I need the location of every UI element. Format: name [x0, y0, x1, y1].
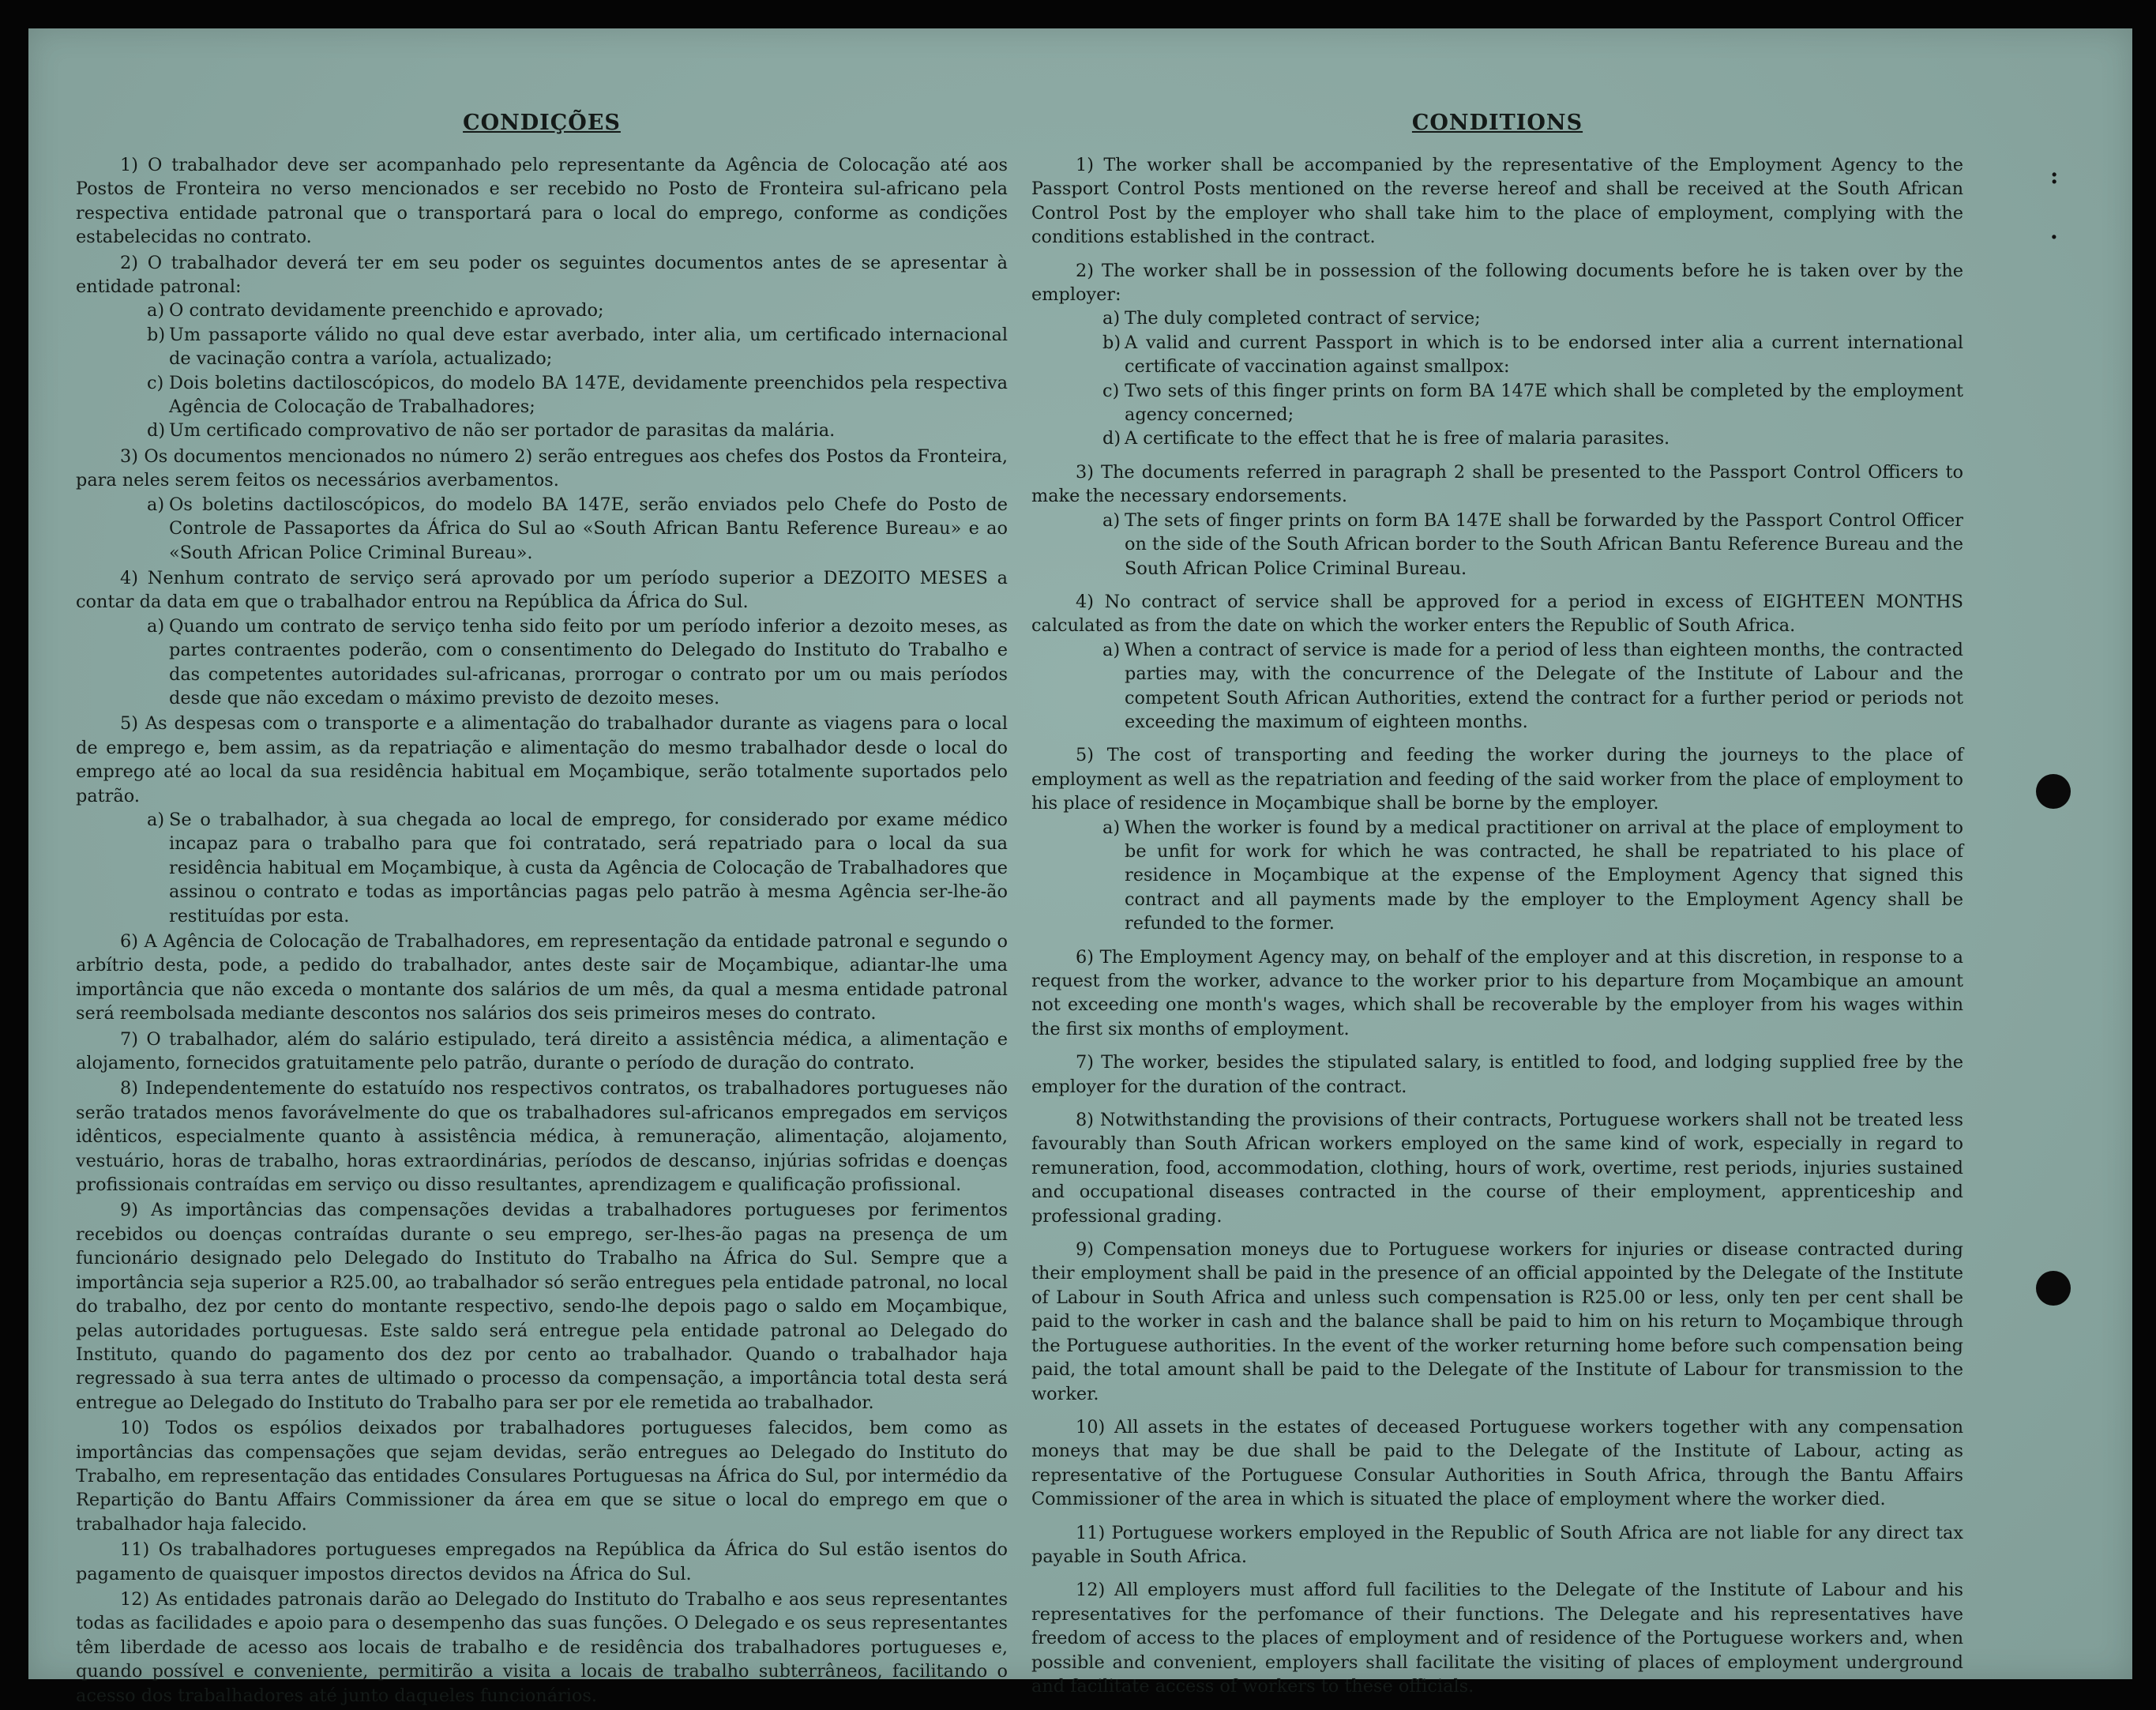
paragraph-gap: [1031, 1406, 1963, 1415]
item-text: A valid and current Passport in which is to be endorsed inter alia a current international certificate of vaccination against smallpox:: [1125, 332, 1963, 378]
item-text: The sets of finger prints on form BA 147E shall be forwarded by the Passport Control Officer on the side of the South African border to the South African Bantu Reference Bureau and the South African Police Criminal Bureau.: [1125, 509, 1963, 579]
item-text: When the worker is found by a medical practitioner on arrival at the place of employment to be unfit for work for which he was contracted, he shall be repatriated to his place of residence in Moçambique at the expense of the Employment Agency that signed this contract and all payments made by the employer to the Employment Agency shall be refunded to the former.: [1125, 817, 1963, 934]
portuguese-condition-2-item: [147, 299, 1008, 322]
item-text: Os boletins dactiloscópicos, do modelo BA 147E, serão enviados pelo Chefe do Posto de Controle de Passaportes da África do Sul ao «South African Bantu Reference Bureau» e ao «South African Police Criminal Bureau».: [169, 494, 1008, 563]
paragraph-gap: [1031, 451, 1963, 460]
item-marker: a): [147, 809, 165, 830]
english-condition-10: 10) All assets in the estates of deceased Portuguese workers together with any compensation moneys that may be due shall be paid to the Delegate of the Institute of Labour, acting as representative of the Portuguese Consular Authorities in South Africa, through the Bantu Affairs Commissioner of the area in which is situated the place of employment where the worker died.: [1031, 1416, 1963, 1510]
portuguese-condition-5: 5) As despesas com o transporte e a alimentação do trabalhador durante as viagens para o local de emprego e, bem assim, as da repatriação e alimentação do mesmo trabalhador desde o local do emprego até ao local da sua residência habitual em Moçambique, serão totalmente suportados pelo patrão.: [76, 713, 1008, 806]
item-marker: a): [147, 300, 165, 321]
portuguese-condition-6: 6) A Agência de Colocação de Trabalhadores, em representação da entidade patronal e segundo o arbítrio desta, pode, a pedido do trabalhador, antes deste sair de Moçambique, adiantar-lhe uma importância que não exceda o montante dos salários de um mês, da qual a mesma entidade patronal será reembolsada mediante descontos nos salários dos seis primeiros meses do contrato.: [76, 931, 1008, 1024]
item-text: O contrato devidamente preenchido e aprovado;: [169, 300, 604, 321]
paragraph-gap: [1031, 1099, 1963, 1108]
paragraph-gap: [1031, 1698, 1963, 1708]
margin-mark-bottom: .: [2050, 218, 2058, 244]
english-condition-2-item: [1102, 306, 1963, 330]
english-condition-1: 1) The worker shall be accompanied by the representative of the Employment Agency to the Passport Control Posts mentioned on the reverse hereof and shall be received at the South African Control Post by the employer who shall take him to the place of employment, complying with the conditions established in the contract.: [1031, 155, 1963, 248]
portuguese-condition-2-item: [147, 419, 1008, 442]
english-condition-2-item: [1102, 427, 1963, 450]
portuguese-condition-5-item: [147, 808, 1008, 928]
english-condition-2-item: [1102, 331, 1963, 379]
punch-hole-top: [2036, 774, 2071, 809]
item-marker: b): [1102, 332, 1121, 353]
paragraph-gap: [1031, 936, 1963, 945]
item-text: Dois boletins dactiloscópicos, do modelo BA 147E, devidamente preenchidos pela respectiva Agência de Colocação de Trabalhadores;: [169, 372, 1008, 418]
item-marker: b): [147, 324, 166, 345]
paragraph-gap: [1031, 250, 1963, 259]
portuguese-condition-8: 8) Independentemente do estatuído nos respectivos contratos, os trabalhadores portugueses não serão tratados menos favorávelmente do que os trabalhadores sul-africanos empregados em serviços idênticos, especialmente quanto à assistência médica, à remuneração, alimentação, alojamento, vestuário, horas de trabalho, horas extraordinárias, períodos de descanso, injúrias sofridas e doenças profissionais contraídas em serviço ou disso resultantes, aprendizagem e qualificação profissional.: [76, 1078, 1008, 1196]
english-condition-3: 3) The documents referred in paragraph 2 shall be presented to the Passport Control Officers to make the necessary endorsements.: [1031, 461, 1963, 507]
item-text: Two sets of this finger prints on form BA 147E which shall be completed by the employment agency concerned;: [1125, 380, 1963, 426]
english-condition-6: 6) The Employment Agency may, on behalf of the employer and at this discretion, in response to a request from the worker, advance to the worker prior to his departure from Moçambique an amount not exceeding one month's wages, which shall be recoverable by the employer from his wages within the first six months of employment.: [1031, 946, 1963, 1039]
paragraph-gap: [1031, 1569, 1963, 1578]
english-condition-2-item: [1102, 379, 1963, 427]
english-condition-5-item: [1102, 816, 1963, 936]
item-text: Um certificado comprovativo de não ser portador de parasitas da malária.: [169, 420, 836, 442]
english-conditions-list: [1031, 153, 1963, 1708]
item-marker: a): [1102, 308, 1121, 329]
english-condition-2: 2) The worker shall be in possession of the following documents before he is taken over by the employer:: [1031, 260, 1963, 306]
item-text: The duly completed contract of service;: [1125, 308, 1481, 329]
portuguese-condition-1: 1) O trabalhador deve ser acompanhado pelo representante da Agência de Colocação até aos Postos de Fronteira no verso mencionados e ser recebido no Posto de Fronteira sul-africano pela respectiva entidade patronal que o transportará para o local do emprego, conforme as condições estabelecidas no contrato.: [76, 155, 1008, 248]
portuguese-condition-10: 10) Todos os espólios deixados por trabalhadores portugueses falecidos, bem como as importâncias das compensações que sejam devidas, serão entregues ao Delegado do Instituto do Trabalho, em representação das entidades Consulares Portuguesas na África do Sul, por intermédio da Repartição do Bantu Affairs Commissioner da área em que se situe o local do emprego em que o trabalhador haja falecido.: [76, 1418, 1008, 1535]
english-condition-8: 8) Notwithstanding the provisions of their contracts, Portuguese workers shall not be treated less favourably than South African workers employed on the same kind of work, especially in regard to remuneration, food, accommodation, clothing, hours of work, overtime, rest periods, injuries sustained and occupational diseases contracted in the course of their employment, apprenticeship and professional grading.: [1031, 1110, 1963, 1227]
english-condition-9: 9) Compensation moneys due to Portuguese workers for injuries or disease contracted during their employment shall be paid in the presence of an official appointed by the Delegate of the Institute of Labour in South Africa and unless such compensation is R25.00 or less, only ten per cent shall be paid to the worker in cash and the balance shall be paid to him on his return to Moçambique through the Portuguese authorities. In the event of the worker returning home before such compensation being paid, the total amount shall be paid to the Delegate of the Institute of Labour for transmission to the worker.: [1031, 1239, 1963, 1404]
paragraph-gap: [76, 1708, 1008, 1709]
item-marker: a): [1102, 817, 1121, 838]
paragraph-gap: [1031, 1512, 1963, 1521]
portuguese-column: [76, 107, 1008, 1709]
english-condition-3-item: [1102, 509, 1963, 581]
english-condition-4: 4) No contract of service shall be approved for a period in excess of EIGHTEEN MONTHS calculated as from the date on which the worker enters the Republic of South Africa.: [1031, 591, 1963, 637]
margin-mark-top: :: [2050, 163, 2059, 189]
english-condition-4-item: [1102, 638, 1963, 735]
item-text: Se o trabalhador, à sua chegada ao local de emprego, for considerado por exame médico incapaz para o trabalho para que foi contratado, será repatriado para o local da sua residência habitual em Moçambique, à custa da Agência de Colocação de Trabalhadores que assinou o contrato e todas as importâncias pagas pelo patrão à mesma Agência ser-lhe-ão restituídas por esta.: [169, 809, 1008, 926]
english-condition-5: 5) The cost of transporting and feeding the worker during the journeys to the place of employment as well as the repatriation and feeding of the said worker from the place of employment to his place of residence in Moçambique shall be borne by the employer.: [1031, 745, 1963, 814]
item-text: Um passaporte válido no qual deve estar averbado, inter alia, um certificado internacional de vacinação contra a varíola, actualizado;: [169, 324, 1008, 370]
english-condition-12: 12) All employers must afford full facilities to the Delegate of the Institute of Labour and his representatives for the perfomance of their functions. The Delegate and his representatives have freedom of access to the places of employment and of residence of the Portuguese workers and, when possible and convenient, employers shall facilitate the visiting of places of employment underground and facilitate access of workers to these officials.: [1031, 1580, 1963, 1697]
paragraph-gap: [1031, 1041, 1963, 1050]
item-marker: a): [147, 494, 165, 515]
item-marker: c): [1102, 380, 1120, 401]
paragraph-gap: [1031, 581, 1963, 590]
portuguese-condition-2-item: [147, 323, 1008, 371]
portuguese-condition-4-item: [147, 614, 1008, 711]
english-heading: CONDITIONS: [1411, 111, 1583, 135]
item-marker: a): [147, 615, 165, 637]
english-condition-11: 11) Portuguese workers employed in the Republic of South Africa are not liable for any direct tax payable in South Africa.: [1031, 1522, 1963, 1567]
paragraph-gap: [1031, 1228, 1963, 1238]
portuguese-condition-4: 4) Nenhum contrato de serviço será aprovado por um período superior a DEZOITO MESES a contar da data em que o trabalhador entrou na República da África do Sul.: [76, 567, 1008, 613]
portuguese-condition-2-item: [147, 371, 1008, 419]
item-marker: a): [1102, 509, 1121, 531]
punch-hole-bottom: [2036, 1271, 2071, 1306]
document-sheet: [28, 28, 2132, 1706]
item-marker: d): [147, 420, 166, 442]
item-marker: a): [1102, 639, 1121, 660]
item-text: Quando um contrato de serviço tenha sido feito por um período inferior a dezoito meses, as partes contraentes poderão, com o consentimento do Delegado do Instituto do Trabalho e das competentes autoridades sul-africanas, prorrogar o contrato por um ou mais períodos desde que não excedam o máximo previsto de dezoito meses.: [169, 615, 1008, 708]
portuguese-condition-12: 12) As entidades patronais darão ao Delegado do Instituto do Trabalho e aos seus representantes todas as facilidades e apoio para o desempenho das suas funções. O Delegado e os seus representantes têm liberdade de acesso aos locais de trabalho e de residência dos trabalhadores portugueses e, quando possível e conveniente, permitirão a visita a locais de trabalho subterrâneos, facilitando o acesso dos trabalhadores até junto daqueles funcionários.: [76, 1588, 1008, 1706]
item-text: When a contract of service is made for a period of less than eighteen months, the contracted parties may, with the concurrence of the Delegate of the Institute of Labour and the competent South African Authorities, extend the contract for a further period or periods not exceeding the maximum of eighteen months.: [1125, 639, 1963, 732]
portuguese-conditions-list: [76, 153, 1008, 1709]
portuguese-condition-7: 7) O trabalhador, além do salário estipulado, terá direito a assistência médica, a alimentação e alojamento, fornecidos gratuitamente pelo patrão, durante o período de duração do contrato.: [76, 1028, 1008, 1074]
item-marker: c): [147, 372, 164, 393]
english-column: [1031, 107, 1963, 1708]
portuguese-condition-3-item: [147, 493, 1008, 565]
item-text: A certificate to the effect that he is free of malaria parasites.: [1125, 428, 1670, 449]
portuguese-condition-3: 3) Os documentos mencionados no número 2) serão entregues aos chefes dos Postos da Fronteira, para neles serem feitos os necessários averbamentos.: [76, 445, 1008, 491]
portuguese-condition-2: 2) O trabalhador deverá ter em seu poder os seguintes documentos antes de se apresentar à entidade patronal:: [76, 252, 1008, 298]
paragraph-gap: [1031, 734, 1963, 743]
portuguese-condition-11: 11) Os trabalhadores portugueses empregados na República da África do Sul estão isentos do pagamento de quaisquer impostos directos devidos na África do Sul.: [76, 1539, 1008, 1584]
item-marker: d): [1102, 428, 1121, 449]
portuguese-condition-9: 9) As importâncias das compensações devidas a trabalhadores portugueses por ferimentos recebidos ou doenças contraídas durante o seu emprego, ser-lhes-ão pagas na presença de um funcionário designado pelo Delegado do Instituto do Trabalho na África do Sul. Sempre que a importância seja superior a R25.00, ao trabalhador só serão entregues pela entidade patronal, no local do trabalho, dez por cento do montante respectivo, sendo-lhe depois pago o saldo em Moçambique, pelas autoridades portuguesas. Este saldo será entregue pela entidade patronal ao Delegado do Instituto, quando do pagamento dos dez por cento ao trabalhador. Quando o trabalhador haja regressado à sua terra antes de ultimado o processo da compensação, a importância total desta será entregue ao Delegado do Instituto do Trabalho para ser por ele remetida ao trabalhador.: [76, 1200, 1008, 1413]
portuguese-heading: CONDIÇÕES: [463, 111, 621, 135]
english-condition-7: 7) The worker, besides the stipulated salary, is entitled to food, and lodging supplied free by the employer for the duration of the contract.: [1031, 1052, 1963, 1097]
